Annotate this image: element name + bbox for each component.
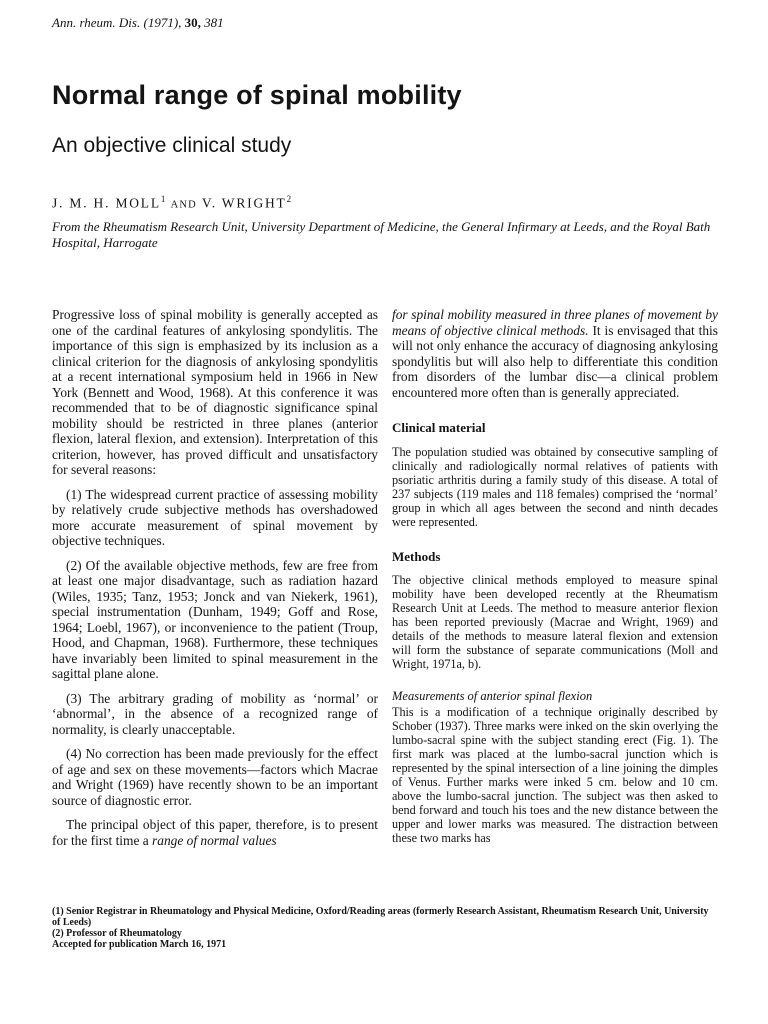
objective-text: The principal object of this paper, therefore, is to present for the first time a <box>52 817 378 848</box>
acceptance-note: Accepted for publication March 16, 1971 <box>52 939 227 950</box>
journal-volume: 30, <box>184 15 201 30</box>
reason-4: (4) No correction has been made previously for the effect of age and sex on these movements—factors which Macrae and Wright (1969) have recently shown to be an important source of diagnostic error. <box>52 746 378 808</box>
author-line <box>52 194 291 212</box>
footnote-2: (2) Professor of Rheumatology <box>52 928 182 939</box>
journal-name: Ann. rheum. Dis. <box>52 15 141 30</box>
objective-continued <box>392 307 718 400</box>
section-heading-clinical-material: Clinical material <box>392 420 486 435</box>
footnotes <box>52 906 716 950</box>
author-conjunction: AND <box>170 199 197 211</box>
author-2: V. WRIGHT <box>201 195 287 211</box>
affiliation: From the Rheumatism Research Unit, University Department of Medicine, the General Infirmary at Leeds, and the Royal Bath Hospital, Harrogate <box>52 219 711 250</box>
reason-3: (3) The arbitrary grading of mobility as ‘normal’ or ‘abnormal’, in the absence of a recognized range of normality, is clearly unacceptable. <box>52 690 378 737</box>
footnote-1: (1) Senior Registrar in Rheumatology and Physical Medicine, Oxford/Reading areas (formerly Research Assistant, Rheumatism Research Unit, University of Leeds) <box>52 906 709 928</box>
objective-continued-emphasis: for spinal mobility measured in three planes of movement by means of objective clinical methods. <box>392 307 718 338</box>
clinical-material-paragraph: The population studied was obtained by consecutive sampling of clinically and radiologically normal relatives of patients with psoriatic arthritis during a family study of this disease. A total of 237 subjects (119 males and 118 females) comprised the ‘normal’ group in which all ages between the second and ninth decades were represented. <box>392 444 718 529</box>
journal-year: (1971), <box>143 15 182 30</box>
article-subtitle: An objective clinical study <box>52 134 292 157</box>
reason-1: (1) The widespread current practice of assessing mobility by relatively crude subjective methods has overshadowed more accurate measurement of spinal movement by objective techniques. <box>52 486 378 548</box>
objective-continued-text: It is envisaged that this will not only enhance the accuracy of diagnosing ankylosing spondylitis but will also help to differentiate this condition from disorders of the lumbar disc—a clinical problem encountered more often than is generally appreciated. <box>392 322 718 400</box>
journal-page: 381 <box>204 15 224 30</box>
subsection-heading-anterior-flexion: Measurements of anterior spinal flexion <box>392 689 593 703</box>
intro-paragraph: Progressive loss of spinal mobility is generally accepted as one of the cardinal features of ankylosing spondylitis. The importance of this sign is emphasized by its inclusion as a clinical criterion for the diagnosis of ankylosing spondylitis at a recent international symposium held in 1966 in New York (Bennett and Wood, 1968). At this conference it was recommended that to be of diagnostic significance spinal mobility should be restricted in three planes (anterior flexion, lateral flexion, and extension). Interpretation of this criterion, however, has proved difficult and unsatisfactory for several reasons: <box>52 307 378 477</box>
reason-2: (2) Of the available objective methods, few are free from at least one major disadvantage, such as radiation hazard (Wiles, 1935; Tanz, 1953; Jonck and van Niekerk, 1961), special instrumentation (Dunham, 1949; Goff and Rose, 1964; Loebl, 1967), or inconvenience to the patient (Troup, Hood, and Chapman, 1968). Furthermore, these techniques have invariably been limited to spinal measurement in the sagittal plane alone. <box>52 557 378 681</box>
methods-paragraph: The objective clinical methods employed to measure spinal mobility have been developed recently at the Rheumatism Research Unit at Leeds. The method to measure anterior flexion has been reported previously (Macrae and Wright, 1969) and details of the methods to measure lateral flexion and extension will form the substance of separate communications (Moll and Wright, 1971a, b). <box>392 573 718 671</box>
objective-emphasis: range of normal values <box>152 832 277 848</box>
left-column <box>52 307 378 857</box>
author-1-footnote-mark: 1 <box>160 194 166 204</box>
right-column <box>392 307 718 854</box>
journal-citation <box>52 15 224 31</box>
objective-paragraph <box>52 817 378 848</box>
author-1: J. M. H. MOLL <box>52 195 161 211</box>
author-2-footnote-mark: 2 <box>286 194 292 204</box>
anterior-flexion-paragraph: This is a modification of a technique originally described by Schober (1937). Three marks were inked on the skin overlying the lumbo-sacral spine with the subject standing erect (Fig. 1). The first mark was placed at the lumbo-sacral junction which is represented by the spinal intersection of a line joining the dimples of Venus. Further marks were inked 5 cm. below and 10 cm. above the lumbo-sacral junction. The subject was then asked to bend forward and touch his toes and the new distance between the upper and lower marks was measured. The distraction between these two marks has <box>392 704 718 845</box>
article-title: Normal range of spinal mobility <box>52 80 462 110</box>
section-heading-methods: Methods <box>392 548 441 564</box>
